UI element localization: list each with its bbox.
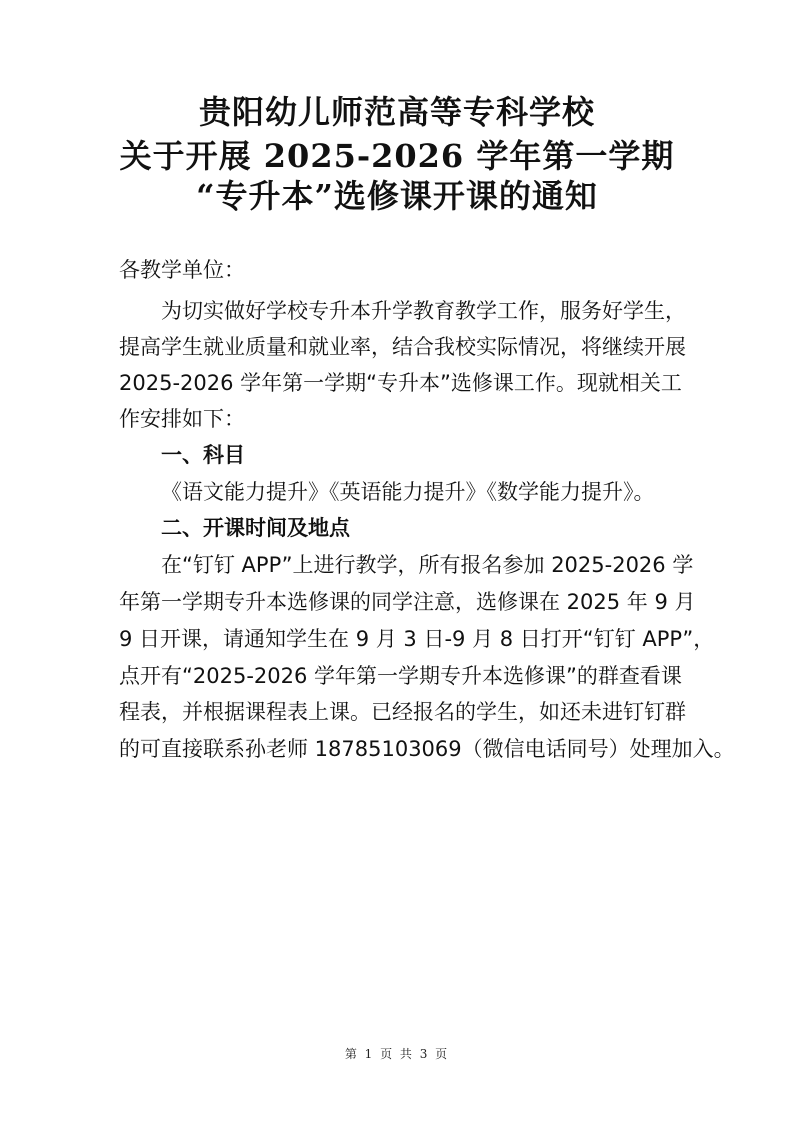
section-2-line-1: 在“钉钉 APP”上进行教学，所有报名参加 2025-2026 学 bbox=[161, 553, 694, 577]
section-2-heading: 二、开课时间及地点 bbox=[161, 516, 350, 540]
intro-line-3: 2025-2026 学年第一学期“专升本”选修课工作。现就相关工 bbox=[119, 371, 682, 395]
section-2-line-4: 点开有“2025-2026 学年第一学期专升本选修课”的群查看课 bbox=[119, 664, 682, 688]
section-1-line-1: 《语文能力提升》《英语能力提升》《数学能力提升》。 bbox=[161, 480, 655, 504]
salutation: 各教学单位： bbox=[119, 258, 245, 282]
page-footer: 第 1 页 共 3 页 bbox=[344, 1047, 450, 1061]
section-1-heading: 一、科目 bbox=[161, 443, 245, 467]
intro-line-1: 为切实做好学校专升本升学教育教学工作，服务好学生， bbox=[161, 299, 686, 323]
section-2-line-5: 程表，并根据课程表上课。已经报名的学生，如还未进钉钉群 bbox=[119, 700, 686, 724]
section-2-line-3: 9 日开课，请通知学生在 9 月 3 日-9 月 8 日打开“钉钉 APP”， bbox=[119, 627, 715, 651]
section-2-line-6: 的可直接联系孙老师 18785103069（微信电话同号）处理加入。 bbox=[119, 737, 735, 761]
title-line-3: “专升本”选修课开课的通知 bbox=[196, 177, 598, 215]
title-line-1: 贵阳幼儿师范高等专科学校 bbox=[198, 93, 595, 131]
title-line-2: 关于开展 2025-2026 学年第一学期 bbox=[119, 137, 675, 175]
intro-line-4: 作安排如下： bbox=[119, 407, 245, 431]
intro-line-2: 提高学生就业质量和就业率，结合我校实际情况，将继续开展 bbox=[119, 335, 686, 359]
section-2-line-2: 年第一学期专升本选修课的同学注意，选修课在 2025 年 9 月 bbox=[119, 590, 696, 614]
